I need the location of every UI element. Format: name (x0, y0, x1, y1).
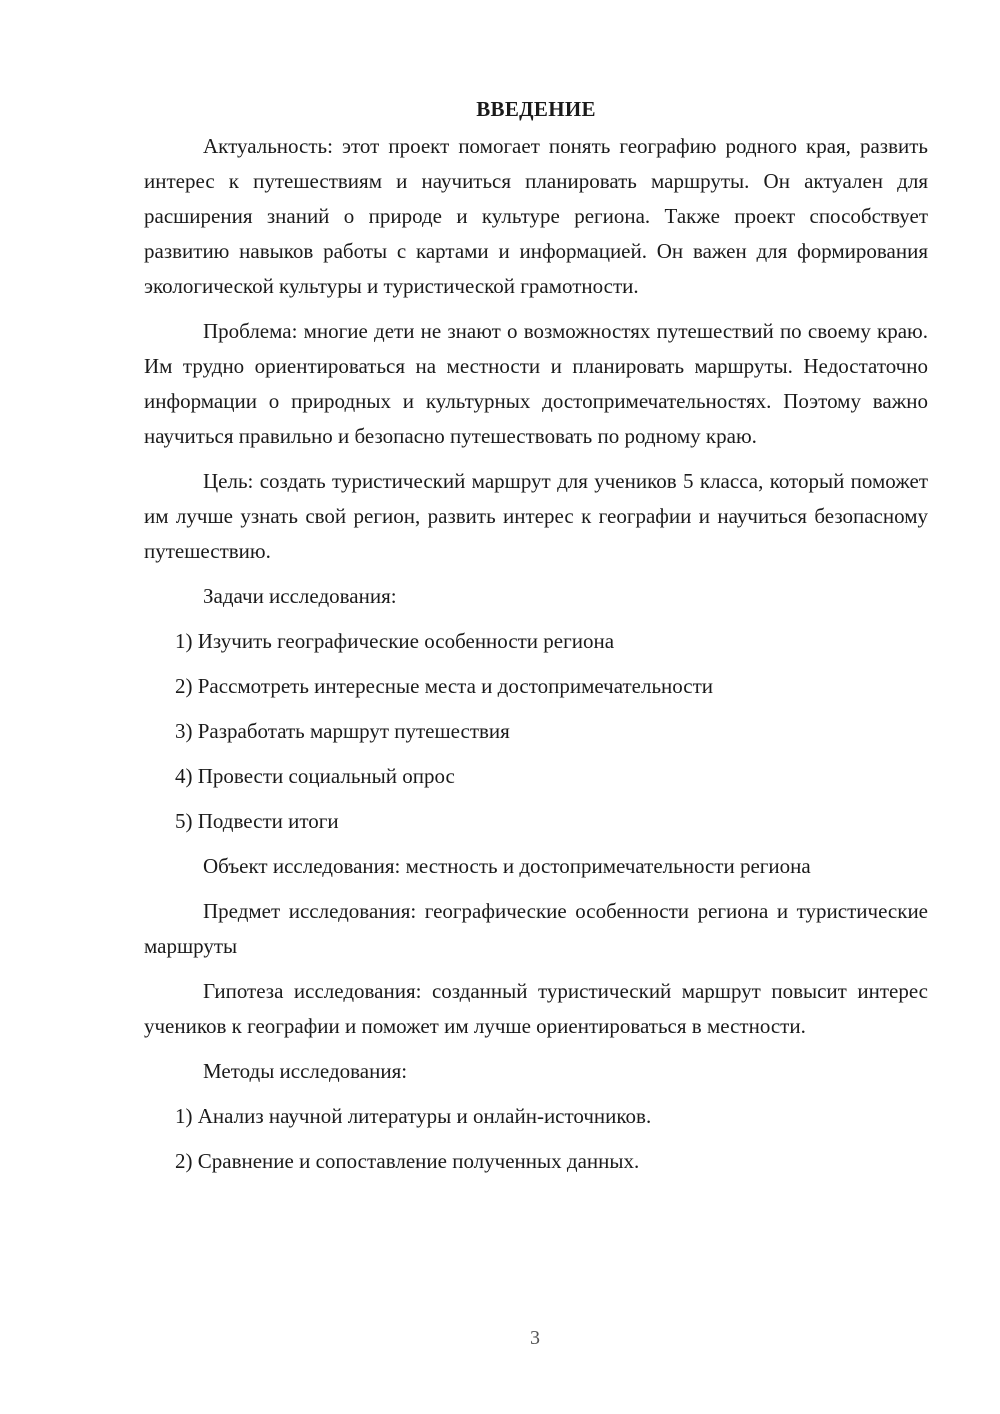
list-item: 2) Рассмотреть интересные места и достопримечательности (175, 674, 714, 698)
list-item: 5) Подвести итоги (175, 809, 339, 833)
list-item: 4) Провести социальный опрос (175, 764, 455, 788)
methods-list (144, 1099, 928, 1179)
list-item: 2) Сравнение и сопоставление полученных данных. (175, 1149, 640, 1173)
section-title: ВВЕДЕНИЕ (476, 97, 596, 121)
subject-paragraph: Предмет исследования: географические особенности региона и туристические маршруты (144, 899, 928, 958)
hypothesis-paragraph: Гипотеза исследования: созданный туристический маршрут повысит интерес учеников к географии и поможет им лучше ориентироваться в местности. (144, 979, 928, 1038)
page-number: 3 (530, 1327, 540, 1349)
list-item: 1) Анализ научной литературы и онлайн-источников. (175, 1104, 652, 1128)
problem-paragraph: Проблема: многие дети не знают о возможностях путешествий по своему краю. Им трудно ориентироваться на местности и планировать маршруты. Недостаточно информации о природных и культурных достопримечательностях. Поэтому важно научиться правильно и безопасно путешествовать по родному краю. (144, 319, 928, 448)
goal-paragraph: Цель: создать туристический маршрут для учеников 5 класса, который поможет им лучше узнать свой регион, развить интерес к географии и научиться безопасному путешествию. (144, 469, 928, 563)
methods-heading: Методы исследования: (203, 1059, 408, 1083)
tasks-list (144, 624, 928, 839)
relevance-paragraph: Актуальность: этот проект помогает понять географию родного края, развить интерес к путешествиям и научиться планировать маршруты. Он актуален для расширения знаний о природе и культуре региона. Также проект способствует развитию навыков работы с картами и информацией. Он важен для формирования экологической культуры и туристической грамотности. (144, 134, 928, 298)
object-paragraph: Объект исследования: местность и достопримечательности региона (203, 854, 811, 878)
list-item: 3) Разработать маршрут путешествия (175, 719, 510, 743)
document-page (144, 92, 928, 1189)
list-item: 1) Изучить географические особенности региона (175, 629, 615, 653)
tasks-heading: Задачи исследования: (203, 584, 397, 608)
